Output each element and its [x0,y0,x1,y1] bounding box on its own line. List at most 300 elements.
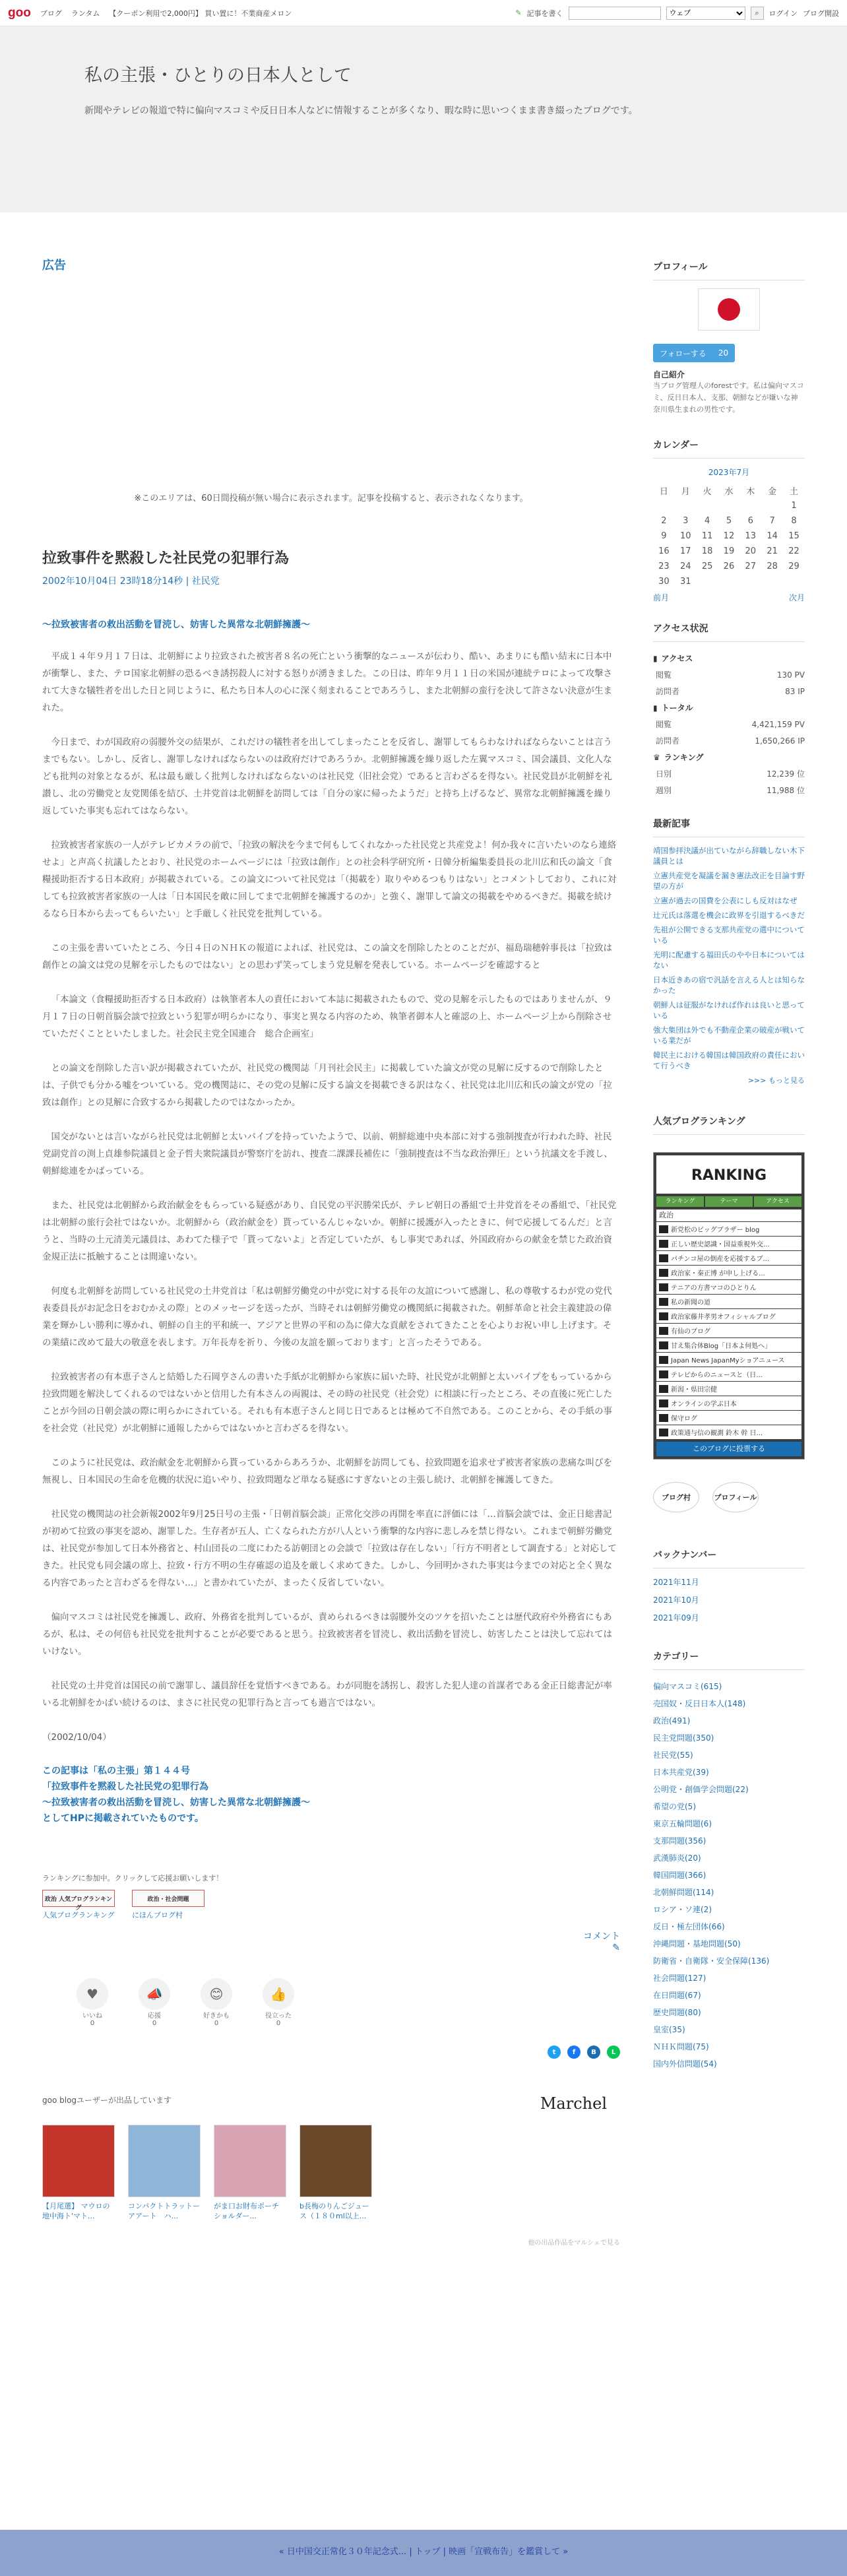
ranking-item[interactable] [656,1425,801,1439]
calendar-day[interactable]: 30 [658,577,670,587]
backnumber-link[interactable]: 2021年11月 [653,1578,699,1587]
calendar-day[interactable] [739,498,761,513]
backnumber-title: バックナンバー [653,1548,805,1568]
search-type-select[interactable] [666,7,745,20]
reaction-count: 0 [152,2020,157,2027]
row-label: 閲覧 [656,720,672,729]
category-link[interactable]: 公明党・創価学会問題(22) [653,1785,749,1794]
row-label: 訪問者 [656,687,680,696]
pencil-icon: ✎ [515,9,522,17]
category-link[interactable]: 沖縄問題・基地問題(50) [653,1939,741,1948]
ranking-item-label[interactable]: 正しい歴史認識・国益重視外交... [671,1241,770,1248]
rank-marker [659,1283,668,1291]
access-title: アクセス状況 [653,622,805,642]
reaction-label: 好きかも [203,2012,230,2020]
follow-button[interactable] [653,344,735,362]
row-value: 130 PV [776,670,805,680]
calendar-day[interactable]: 5 [726,516,732,526]
japan-flag-icon [718,298,740,321]
article-paragraph: 「本論文（食糧援助拒否する日本政府）は執筆者本人の責任において本誌に掲載されたもので、党の見解を示したものではありませんが、９月１７日の日朝首脳会談で拉致という犯罪が明らかになり、事実と異なる内容のため、執筆者御本人と確認の上、ホームページ上から削除させていただくことといたしました。社会民主党全国連合 総合企画室」 [42,994,612,1039]
recent-article-link[interactable]: 靖国参拝決議が出ていながら辞職しない木下議員とは [653,846,805,866]
item-image[interactable] [42,2125,115,2197]
article-paragraph: 社民党の土井党首は国民の前で謝罪し、議員辞任を覚悟すべきである。わが同胞を誘拐し、殺害した犯人達の首謀者である金正日総書記が率いる北朝鮮をかばい続けるのは、まさに社民党の犯罪行為と言っても過言ではない。 [42,1681,612,1708]
ranking-item-label[interactable]: 政治家藤井孝男オフィシャルブログ [671,1314,776,1321]
total-heading [653,699,805,716]
sidebar [653,212,805,2073]
facebook-icon[interactable]: f [567,2045,580,2059]
calendar-day[interactable]: 6 [747,516,753,526]
date-text: （2002/10/04） [42,1732,111,1743]
calendar-day[interactable]: 9 [661,531,667,541]
category-title: カテゴリー [653,1650,805,1670]
calendar-month: 2023年7月 [708,468,750,477]
closing-line: 「拉致事件を黙殺した社民党の犯罪行為 [42,1782,208,1792]
recent-title: 最新記事 [653,817,805,837]
recent-article-link[interactable]: 光明に配慮する福田氏のやや日本についてはない [653,950,805,970]
ranking-item[interactable] [656,1237,801,1250]
article-paragraph: 国交がないとは言いながら社民党は北朝鮮と太いパイプを持っていたようで、以前、朝鮮総連中央本部に対する強制捜査が行われた時、社民党副党首の渕上貞雄参院議員と金子哲夫衆院議員が警察庁を訪れ、捜査二課課長補佐に「強制捜査は不当な政治弾圧」という抗議文を手渡し、朝鮮総連をかばっている。 [42,1132,613,1176]
ranking-item-label[interactable]: テレビからのニュースと（日... [671,1372,763,1379]
write-article-link[interactable]: 記事を書く [526,9,563,18]
row-value: 83 IP [785,686,805,696]
category-link[interactable]: 政治(491) [653,1716,691,1725]
calendar-week [653,544,805,559]
ranking-item-label[interactable]: 保守ログ [671,1415,697,1423]
article-closing [42,1763,620,1826]
ranking-tab[interactable]: テーマ [705,1196,753,1207]
calendar-day[interactable]: 12 [723,531,735,541]
banner-box[interactable]: 政治・社会問題 [132,1890,204,1907]
ranking-banner[interactable] [42,1890,115,1920]
calendar-day[interactable]: 1 [791,501,797,511]
calendar-day[interactable] [718,498,740,513]
article-title[interactable]: 拉致事件を黙殺した社民党の犯罪行為 [42,550,290,567]
category-list [653,1678,805,2073]
calendar-week [653,574,805,589]
ranking-note: ランキングに参加中。クリックして応援お願いします！ [42,1874,224,1883]
article-date [42,1729,620,1746]
calendar-day[interactable]: 13 [745,531,757,541]
rank-marker [659,1327,668,1335]
article-paragraph: 社民党の機関誌の社会新報2002年9月25日号の主張・「日朝首脳会談」正常化交渉の再開を率直に評価には「…首脳会談では、金正日総書記が初めて拉致の事実を認め、謝罪した。生存者が五人、亡くなられた方が八人という衝撃的な内容に悲しみを禁じ得ない。これまで朝鮮労働党は、社民党が参加して日本外務省と、村山団長の二度にわたる訪朝団との会談で「拉致は存在しない」「行方不明者として調査する」と対応してきた。社民党も同会議の席上、拉致・行方不明の生存確認の追及を厳しく求めてきた。しかし、今回明かされた事実は今までの対応と全く異なる内容であったと言わざるを得ない…」と書かれていたが、まったく反省していない。 [42,1509,617,1588]
calendar-week [653,559,805,574]
closing-line: この記事は「私の主張」第１４４号 [42,1766,190,1776]
calendar-day[interactable]: 31 [679,577,691,587]
calendar-weekday: 日 [659,487,668,497]
backnumber-link[interactable]: 2021年09月 [653,1613,699,1623]
calendar-day[interactable] [697,498,718,513]
banner-caption[interactable]: 人気ブログランキング [42,1911,115,1919]
ranking-logo[interactable]: RANKING [656,1155,801,1194]
article-subhead: ～拉致被害者の救出活動を冒涜し、妨害した異常な北朝鮮擁護～ [42,620,310,630]
intro-heading: 自己紹介 [653,370,685,379]
calendar-day[interactable]: 4 [704,516,710,526]
ad-label: 広告 [42,259,66,273]
article-paragraph: 拉致被害者家族の一人がテレビカメラの前で、「拉致の解決を今まで何もしてくれなかった社民党と共産党よ！何か我々に言いたいのなら連絡せよ」と声高く抗議したとおり、社民党のホームページには「拉致は創作」との社会科学研究所・日韓分析編集委員長の北川広和氏の論文「食糧援助拒否する日本政府」が掲載されている。この論文について社民党は「（掲載を）取りやめるつもりはない」とコメントしており、これに対しても拉致被害者家族の一人は「日本国民を敵に回してまで北朝鮮を擁護するのか」と強く、謝罪して論文の掲載をやめるべきだ。掲載を続けるなら日本から去ってもらいたい」と手厳しく社民党を批判している。 [42,840,617,919]
reaction-useful[interactable] [257,1978,299,2034]
ranking-item[interactable] [656,1295,801,1308]
calendar-day[interactable]: 17 [679,546,691,556]
marche-item[interactable] [214,2125,286,2221]
recent-article-link[interactable]: 韓民主における韓国は韓国政府の責任において行うべき [653,1050,805,1070]
calendar-day[interactable]: 15 [788,531,800,541]
calendar-day[interactable]: 28 [767,562,778,571]
rank-heading [653,749,805,765]
row-value: 4,421,159 PV [751,719,805,729]
reaction-maybe-like[interactable] [195,1978,237,2034]
recent-article-link[interactable]: 先祖が公開できる支那共産党の選中についている [653,925,805,945]
recent-article-link[interactable]: 辻元氏は落選を機会に政界を引退するべきだ [653,911,805,920]
main-column [42,212,620,2247]
category-link[interactable]: 民主党問題(350) [653,1733,714,1743]
row-label: 閲覧 [656,670,672,680]
blog-header [0,26,847,212]
thumbs-up-icon[interactable]: 👍 [263,1978,294,2010]
ranking-item-label[interactable]: テニアの方書マコのひとりん [671,1285,757,1292]
backnumber-section [653,1548,805,1623]
ranking-widget [653,1152,805,1460]
twitter-icon[interactable]: t [548,2045,561,2059]
calendar-day[interactable]: 16 [658,546,670,556]
recent-section [653,817,805,1085]
chart-icon: ▮ [653,703,658,713]
profile-image[interactable] [698,288,760,331]
ranking-item[interactable] [656,1411,801,1425]
rank-marker [659,1269,668,1277]
calendar-day[interactable]: 23 [658,562,670,571]
article-body [42,648,620,1712]
rank-label: ランキング [664,753,704,762]
rank-marker [659,1254,668,1262]
badges [653,1482,805,1512]
calendar-week [653,529,805,544]
access-row [653,683,805,699]
profile-title: プロフィール [653,260,805,280]
ranking-section [653,1114,805,1512]
category-link[interactable]: 日本共産党(39) [653,1768,709,1777]
article-paragraph: 今日まで、わが国政府の弱腰外交の結果が、これだけの犠牲者を出してしまったことを反省し、謝罪してもらわなければならないことは言うまでもない。しかし、反省し、謝罪しなければならないのは政府だけであろうか。北朝鮮擁護を繰り返した左翼マスコミ、国会議員、文化人なども批判の対象となるが、私は最も厳しく批判しなければならないのは社民党（旧社会党）であると言わざるを得ない。社民党員が北朝鮮を礼讃し、北の労働党と友党関係を結び、土井党首は北朝鮮を訪問しては「自分の家に帰ったようだ」と持ち上げるなど、異常な北朝鮮擁護を繰り返していた事実も忘れてはならない。 [42,737,612,816]
ranking-item-label[interactable]: Japan News JapanMyショアニュース [671,1357,785,1365]
calendar-day[interactable]: 27 [745,562,757,571]
goo-logo[interactable]: goo [8,5,31,20]
rank-marker [659,1341,668,1349]
rank-marker [659,1400,668,1407]
calendar-weekday: 水 [724,487,734,497]
category-link[interactable]: 売国奴・反日日本人(148) [653,1699,746,1708]
ranking-item[interactable] [656,1367,801,1381]
access-heading [653,650,805,666]
calendar-day[interactable]: 3 [683,516,689,526]
article-paragraph: との論文を削除した言い訳が掲載されていたが、社民党の機関誌「月刊社会民主」に掲載していた論文が党の見解に反するので削除したとは、子供でも分かる嘘をついている。党の機関誌に、その党の見解に反する論文を掲載できる訳はなく、社民党は北川広和氏の論文が党の「拉致は創作」との見解に合致するから掲載したのではなかったか。 [42,1063,612,1108]
ranking-item-label[interactable]: 政策通与信の観測 鈴木 幹 日... [671,1430,763,1437]
article-paragraph: 平成１４年９月１７日は、北朝鮮により拉致された被害者８名の死亡という衝撃的なニュースが伝わり、酷い、あまりにも酷い結末に日本中が衝撃し、また、テロ国家北朝鮮の恐るべき誘拐殺人に対する怒りが湧きました。この日は、昨年９月１１日の米国が連続テロによって攻撃されて大きな犠牲者を出した日と同じように、私たち日本人の心に深く刻まれることであろうし、また北朝鮮の蛮行を決して許さない決意が生まれた。 [42,651,612,713]
banner-box[interactable]: 政治 人気ブログランキング [42,1890,115,1907]
ranking-item-label[interactable]: 有仙のブログ [671,1328,710,1336]
next-month-link[interactable]: 次月 [788,593,805,602]
ranking-banner[interactable] [132,1890,204,1920]
top-ad-link[interactable]: 【クーポン利用で2,000円】 買い置に！不業商産メロン [109,9,292,18]
calendar-nav [653,592,805,603]
chart-icon: ▮ [653,653,658,663]
marche-more-link[interactable]: 他の出品作品をマルシェで見る [528,2239,620,2247]
rank-marker [659,1414,668,1422]
search-icon[interactable]: ⌕ [751,7,764,20]
article-paragraph: 拉致被害者の有本恵子さんと結婚した石岡亨さんの書いた手紙が北朝鮮から家族に届いた時、社民党が北朝鮮と太いパイプをもっているから拉致問題を解決してくれるのではないかと信用した有本さんの両親は、その時の社民党（社会党）に相談に行ったところ、その直後に死亡したことが今回の日朝会談の際に明らかにされている。それも有本恵子さんと同じ日であるとは極めて不自然である。このことから、その手紙の事を社会党（社民党）が北朝鮮に通報したからではないかと言わざるを得ない。 [42,1372,612,1434]
rank-marker [659,1312,668,1320]
ranking-item-label[interactable]: パチンコ屋の倒産を応援するブ... [671,1256,770,1263]
ranking-item-label[interactable]: 私の新聞の道 [671,1299,710,1306]
topbar [0,0,847,26]
calendar-day[interactable]: 21 [767,546,778,556]
ranking-tab[interactable]: ランキング [656,1196,704,1207]
marche-item[interactable] [128,2125,201,2221]
calendar-day[interactable]: 14 [767,531,778,541]
calendar-day[interactable]: 25 [701,562,713,571]
recent-article-link[interactable]: 朝鮮人は征服がなければ作れは良いと思っている [653,1000,805,1020]
calendar-day[interactable] [783,574,805,589]
access-row [653,782,805,798]
rank-marker [659,1298,668,1306]
ranking-item[interactable] [656,1353,801,1367]
ranking-category-select[interactable]: 政治 [656,1209,801,1221]
rank-marker [659,1225,668,1233]
total-label: トータル [661,703,693,713]
calendar-day[interactable] [675,498,697,513]
marche-note: goo blogユーザーが出品しています [42,2096,172,2105]
megaphone-icon[interactable]: 📣 [139,1978,170,2010]
calendar-day[interactable]: 22 [788,546,800,556]
marche-logo[interactable]: Marchel [540,2094,607,2113]
blogmura-badge[interactable]: ブログ村 [653,1482,699,1512]
ranking-item[interactable] [656,1309,801,1323]
ranking-list [656,1222,801,1439]
calendar-day[interactable]: 26 [723,562,735,571]
access-row [653,732,805,749]
reactions [42,1978,620,2034]
category-link[interactable]: 防衛省・自衛隊・安全保障(136) [653,1956,770,1966]
calendar-weekday: 月 [681,487,690,497]
item-image[interactable] [128,2125,201,2197]
category-link[interactable]: 皇室(35) [653,2025,685,2034]
more-link[interactable]: >>> もっと見る [747,1076,805,1085]
ranking-tabs [656,1196,801,1207]
item-caption[interactable]: がま口お財布ポーチ ショルダー... [214,2202,279,2220]
follow-label[interactable]: フォローする [660,348,706,358]
reaction-cheer[interactable] [133,1978,175,2034]
reaction-count: 0 [276,2020,281,2027]
rank-marker [659,1240,668,1248]
calendar-weekday: 火 [703,487,712,497]
comment-label[interactable]: コメント [583,1931,620,1942]
access-label: アクセス [661,654,693,663]
calendar-day[interactable]: 24 [679,562,691,571]
ranking-item[interactable] [656,1396,801,1410]
marche-item[interactable] [299,2125,372,2221]
calendar-table [653,483,805,589]
article-paragraph: 何度も北朝鮮を訪問している社民党の土井党首は「私は朝鮮労働党の中が党に対する長年の友誼について感謝し、私の尊敬するわが党の党代表委員長がお記念日をおむかえの際」とのメッセージを送ったが、当時それは朝鮮労働党の機関紙に掲載された。朝鮮革命と社会主義建設の偉業を輝かしい勝利に導かれ、朝鮮の自主的平和統一、アジアと世界の平和の為に偉大な貢献をされてきたことを心よりお祝い申し上げます。その業績に改めて最大の敬意を表します。万年長寿を祈り、今後の友誼を願っております」と言ったそうである。 [42,1286,612,1348]
ad-note: ※このエリアは、60日間投稿が無い場合に表示されます。記事を投稿すると、表示されなくなります。 [134,494,528,503]
ranking-tab[interactable]: アクセス [754,1196,801,1207]
calendar-day[interactable]: 18 [701,546,713,556]
article-meta[interactable]: 2002年10月04日 23時18分14秒 | 社民党 [42,576,220,587]
article-pager[interactable]: « 日中国交正常化３０年記念式... | トップ | 映画「宣戦布告」を鑑賞して » [0,2530,847,2576]
reaction-label: 役立った [265,2012,292,2020]
reaction-label: 応援 [148,2012,161,2020]
row-label: 日別 [656,769,672,779]
share-buttons [42,2045,620,2059]
category-link[interactable]: 社会問題(127) [653,1974,706,1983]
category-link[interactable]: 国内外信問題(54) [653,2059,717,2069]
reaction-count: 0 [214,2020,219,2027]
comment-link[interactable] [42,1929,620,1953]
closing-line: としてHPに掲載されていたものです。 [42,1813,204,1824]
article-paragraph: この主張を書いていたところ、今日４日のＮＨＫの報道によれば、社民党は、この論文を削除したとのことだが、福島瑞穂幹事長は「拉致は創作との論文は党の見解を示したものではない」との思わず笑ってしまう党見解を発表している。ホームページを確認すると [42,943,612,971]
ranking-item-label[interactable]: 新党松のビッグブラザー blog [671,1227,760,1234]
category-link[interactable]: 反日・極左団体(66) [653,1922,725,1931]
calendar-day[interactable] [739,574,761,589]
calendar-day[interactable]: 20 [745,546,757,556]
calendar-day[interactable]: 7 [769,516,775,526]
follow-count: 20 [718,348,729,358]
ranking-title: 人気ブログランキング [653,1114,805,1135]
prev-month-link[interactable]: 前月 [653,593,670,602]
category-link[interactable]: 歴史問題(80) [653,2008,701,2017]
calendar-weekday: 土 [790,487,799,497]
heart-icon[interactable]: ♥ [77,1978,108,2010]
ranking-item-label[interactable]: 新潟・県田宗健 [671,1386,717,1394]
ranking-item-label[interactable]: オンラインの学ぶ日本 [671,1401,737,1408]
access-section [653,622,805,798]
marche-item[interactable] [42,2125,115,2221]
reaction-count: 0 [90,2020,95,2027]
category-link[interactable]: 在日問題(67) [653,1991,701,2000]
crown-icon: ♛ [653,752,660,762]
vote-button[interactable]: このブログに投票する [656,1442,801,1456]
ranking-item[interactable] [656,1324,801,1337]
article-paragraph: また、社民党は北朝鮮から政治献金をもらっている疑惑があり、自民党の平沢勝栄氏が、テレビ朝日の番組で土井党首をその番組で、「社民党は北朝鮮の旅行会社ではないか。北朝鮮から（政治献金を）貰っているんじゃないか。朝鮮に援護が入ったときに、何で応援してるんだ」と言うと、当時の土元清美元議員は、あわてた様子で「貰ってないよ」と否定していたが、もし事実であれば、外国政府からの献金を禁じた政治資金規正法に抵触することは間違いない。 [42,1200,617,1262]
rank-marker [659,1385,668,1393]
reaction-label: いいね [82,2012,102,2020]
category-link[interactable]: 東京五輪問題(6) [653,1819,712,1828]
blog-open-link[interactable]: ブログ開設 [803,9,839,18]
ranking-item-label[interactable]: 甘え集合体Blog「日本よ何処へ」 [671,1343,772,1350]
row-value: 1,650,266 IP [755,736,805,746]
calendar-day[interactable]: 11 [701,531,713,541]
calendar-weekday: 木 [746,487,755,497]
search-input[interactable] [569,7,661,20]
nav-random[interactable]: ランタム [71,9,100,18]
recent-article-link[interactable]: 強大集団は外でも不動産企業の破産が戦いている業だが [653,1025,805,1045]
article-paragraph: このように社民党は、政治献金を北朝鮮から貰っているからあろうか、北朝鮮を訪問しても、拉致問題を追求せず被害者家族の悲痛な叫びを無視し、日本国民の生命を危機的状況に追いやり、拉致問題など単なる疑惑にすぎないとの主張し続け、北朝鮮を擁護してきた。 [42,1458,612,1485]
category-link[interactable]: ロシア・ソ連(2) [653,1905,712,1914]
calendar-day[interactable] [761,574,783,589]
category-link[interactable]: 偏向マスコミ(615) [653,1682,722,1691]
rank-marker [659,1356,668,1364]
calendar-day[interactable] [718,574,740,589]
row-label: 週別 [656,786,672,795]
line-icon[interactable]: L [607,2045,620,2059]
smile-icon[interactable]: 😊 [201,1978,232,2010]
calendar-day[interactable]: 2 [661,516,667,526]
access-row [653,666,805,683]
category-link[interactable]: 武漢肺炎(20) [653,1853,701,1863]
topbar-right [515,7,839,20]
profile-section [653,260,805,416]
category-link[interactable]: 社民党(55) [653,1751,693,1760]
blog-description: 新聞やテレビの報道で特に偏向マスコミや反日日本人などに情報することが多くなり、暇な時に思いつくまま書き綴ったブログです。 [84,106,638,116]
calendar-title: カレンダー [653,438,805,459]
marche-items [42,2125,620,2221]
ranking-item[interactable] [656,1280,801,1294]
blog-title[interactable]: 私の主張・ひとりの日本人として [84,65,352,86]
calendar-week [653,498,805,513]
calendar-section [653,438,805,603]
intro-text: 当ブログ管理人のforestです。私は偏向マスコミ、反日日本人、支那、朝鮮などが嫌いな神奈川県生まれの男性です。 [653,381,804,414]
ranking-item[interactable] [656,1266,801,1279]
calendar-day[interactable] [697,574,718,589]
backnumber-link[interactable]: 2021年10月 [653,1595,699,1605]
ranking-item[interactable] [656,1222,801,1236]
category-section [653,1650,805,2073]
ranking-item[interactable] [656,1338,801,1352]
article-paragraph: 偏向マスコミは社民党を擁護し、政府、外務省を批判しているが、責められるべきは弱腰外交のツケを招いたことは歴代政府や外務省にもあるが、私は、その何倍も社民党を批判することが必要であると思う。拉致被害者を冒涜し、救出活動を冒涜し、妨害したことは決して忘れてはいけない。 [42,1612,612,1657]
login-link[interactable]: ログイン [769,9,798,18]
pen-icon: ✎ [612,1943,620,1953]
recent-article-link[interactable]: 日本近きあの宿で汎話を言える人とは知らなかった [653,975,805,995]
calendar-week [653,513,805,529]
ranking-item[interactable] [656,1382,801,1396]
category-link[interactable]: ＮＨＫ問題(75) [653,2042,709,2051]
row-value: 11,988 位 [767,786,805,795]
calendar-day[interactable] [761,498,783,513]
ranking-banners [42,1890,620,1920]
item-image[interactable] [214,2125,286,2197]
profile-badge[interactable]: プロフィール [712,1482,759,1512]
recent-article-link[interactable]: 立憲共産党を凝議を漏き憲法改正を目論す野望の方が [653,871,805,891]
rank-marker [659,1429,668,1436]
nav-blog[interactable]: ブログ [40,9,62,18]
hatena-icon[interactable]: B [587,2045,600,2059]
row-label: 訪問者 [656,736,680,746]
recent-list [653,845,805,1071]
calendar-day[interactable]: 19 [723,546,735,556]
recent-article-link[interactable]: 立憲が過去の国費を公表にしも反対はなぜ [653,896,798,905]
calendar-day[interactable]: 29 [788,562,800,571]
reaction-like[interactable] [71,1978,113,2034]
rank-marker [659,1370,668,1378]
row-value: 12,239 位 [767,769,805,779]
marche-header [42,2094,620,2113]
ranking-item[interactable] [656,1251,801,1265]
closing-line: ～拉致被害者の救出活動を冒涜し、妨害した異常な北朝鮮擁護～ [42,1797,310,1808]
access-row [653,716,805,732]
calendar-day[interactable] [653,498,675,513]
ranking-item-label[interactable]: 政治家・秦正博 が申し上げる... [671,1270,765,1277]
banner-caption[interactable]: にほんブログ村 [132,1911,183,1919]
access-row [653,765,805,782]
category-link[interactable]: 希望の党(5) [653,1802,696,1811]
calendar-day[interactable]: 8 [791,516,797,526]
item-caption[interactable]: b長梅のりんごジュース（１８０ml以上... [299,2202,369,2220]
item-caption[interactable]: 【月尾選】 マウロの地中海ト'マト... [42,2202,110,2220]
item-caption[interactable]: コンパクトトラットーアアート ハ... [128,2202,201,2220]
category-link[interactable]: 支那問題(356) [653,1836,706,1846]
item-image[interactable] [299,2125,372,2197]
category-link[interactable]: 韓国問題(366) [653,1871,706,1880]
calendar-day[interactable]: 10 [679,531,691,541]
category-link[interactable]: 北朝鮮問題(114) [653,1888,714,1897]
calendar-weekday: 金 [768,487,777,497]
